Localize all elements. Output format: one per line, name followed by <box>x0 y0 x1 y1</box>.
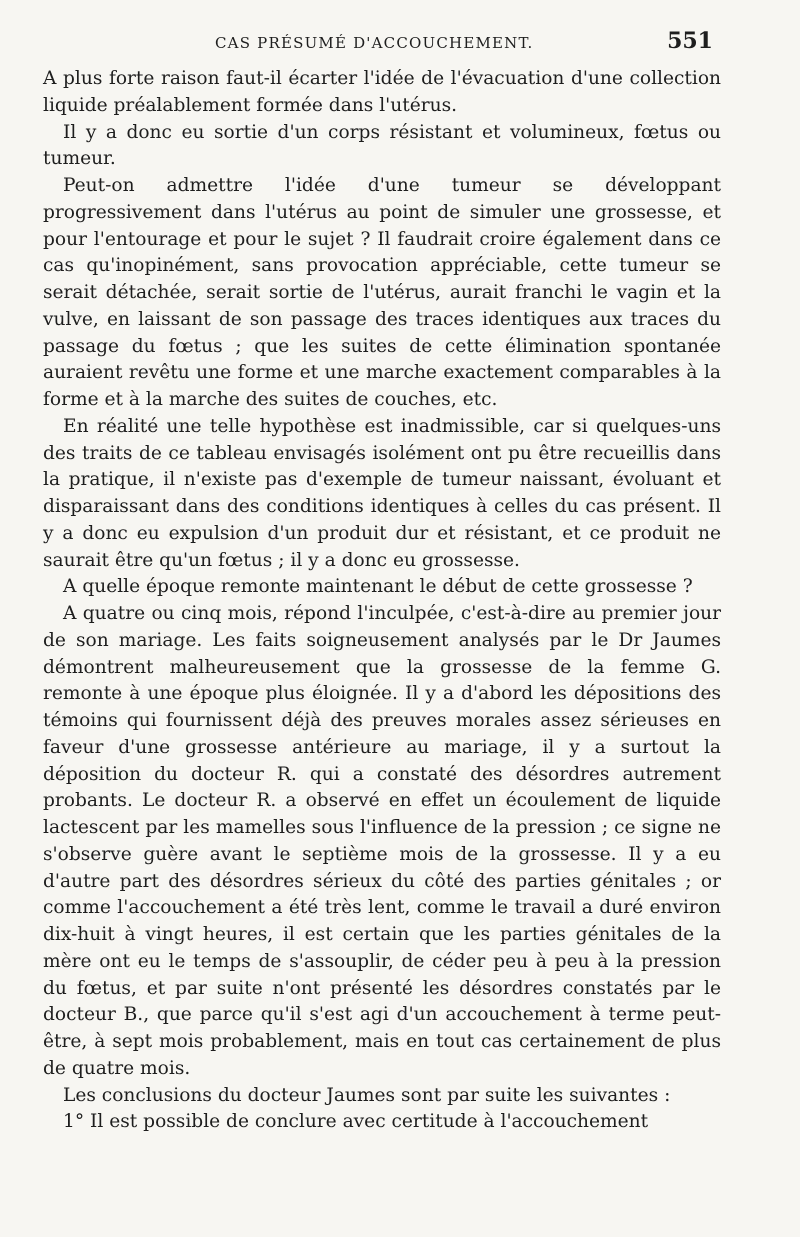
page-number: 551 <box>667 28 713 54</box>
paragraph: A quelle époque remonte maintenant le début de cette grossesse ? <box>63 576 693 598</box>
paragraph: A plus forte raison faut-il écarter l'idée de l'évacuation d'une collection liquide préalablement formée dans l'utérus. <box>43 68 721 116</box>
paragraph: Il y a donc eu sortie d'un corps résistant et volumineux, fœtus ou tumeur. <box>43 121 721 170</box>
paragraph: 1° Il est possible de conclure avec certitude à l'accouchement <box>63 1111 649 1133</box>
paragraph: Les conclusions du docteur Jaumes sont par suite les suivantes : <box>63 1084 671 1106</box>
paragraph: A quatre ou cinq mois, répond l'inculpée, c'est-à-dire au premier jour de son mariage. Les faits soigneusement analysés par le Dr Jaumes démontrent malheureusement que la grossesse de la femme G. remonte à une époque plus éloignée. Il y a d'abord les dépositions des témoins qui fournissent déjà des preuves morales assez sérieuses en faveur d'une grossesse antérieure au mariage, il y a surtout la déposition du docteur R. qui a constaté des désordres autrement probants. Le docteur R. a observé en effet un écoulement de liquide lactescent par les mamelles sous l'influence de la pression ; ce signe ne s'observe guère avant le septième mois de la grossesse. Il y a eu d'autre part des désordres sérieux du côté des parties génitales ; or comme l'accouchement a été très lent, comme le travail a duré environ dix-huit à vingt heures, il est certain que les parties génitales de la mère ont eu le temps de s'assouplir, de céder peu à peu à la pression du fœtus, et par suite n'ont présenté les désordres constatés par le docteur B., que parce qu'il s'est agi d'un accouchement à terme peut-être, à sept mois probablement, mais en tout cas certainement de plus de quatre mois. <box>43 603 721 1079</box>
paragraph: Peut-on admettre l'idée d'une tumeur se développant progressivement dans l'utérus au point de simuler une grossesse, et pour l'entourage et pour le sujet ? Il faudrait croire également dans ce cas qu'inopinément, sans provocation appréciable, cette tumeur se serait détachée, serait sortie de l'utérus, aurait franchi le vagin et la vulve, en laissant de son passage des traces identiques aux traces du passage du fœtus ; que les suites de cette élimination spontanée auraient revêtu une forme et une marche exactement comparables à la forme et à la marche des suites de couches, etc. <box>43 175 721 410</box>
body-text <box>43 66 721 1136</box>
page-header <box>45 28 713 58</box>
running-title: CAS PRÉSUMÉ D'ACCOUCHEMENT. <box>215 34 534 52</box>
paragraph: En réalité une telle hypothèse est inadmissible, car si quelques-uns des traits de ce tableau envisagés isolément ont pu être recueillis dans la pratique, il n'existe pas d'exemple de tumeur naissant, évoluant et disparaissant dans des conditions identiques à celles du cas présent. Il y a donc eu expulsion d'un produit dur et résistant, et ce produit ne saurait être qu'un fœtus ; il y a donc eu grossesse. <box>43 415 721 571</box>
